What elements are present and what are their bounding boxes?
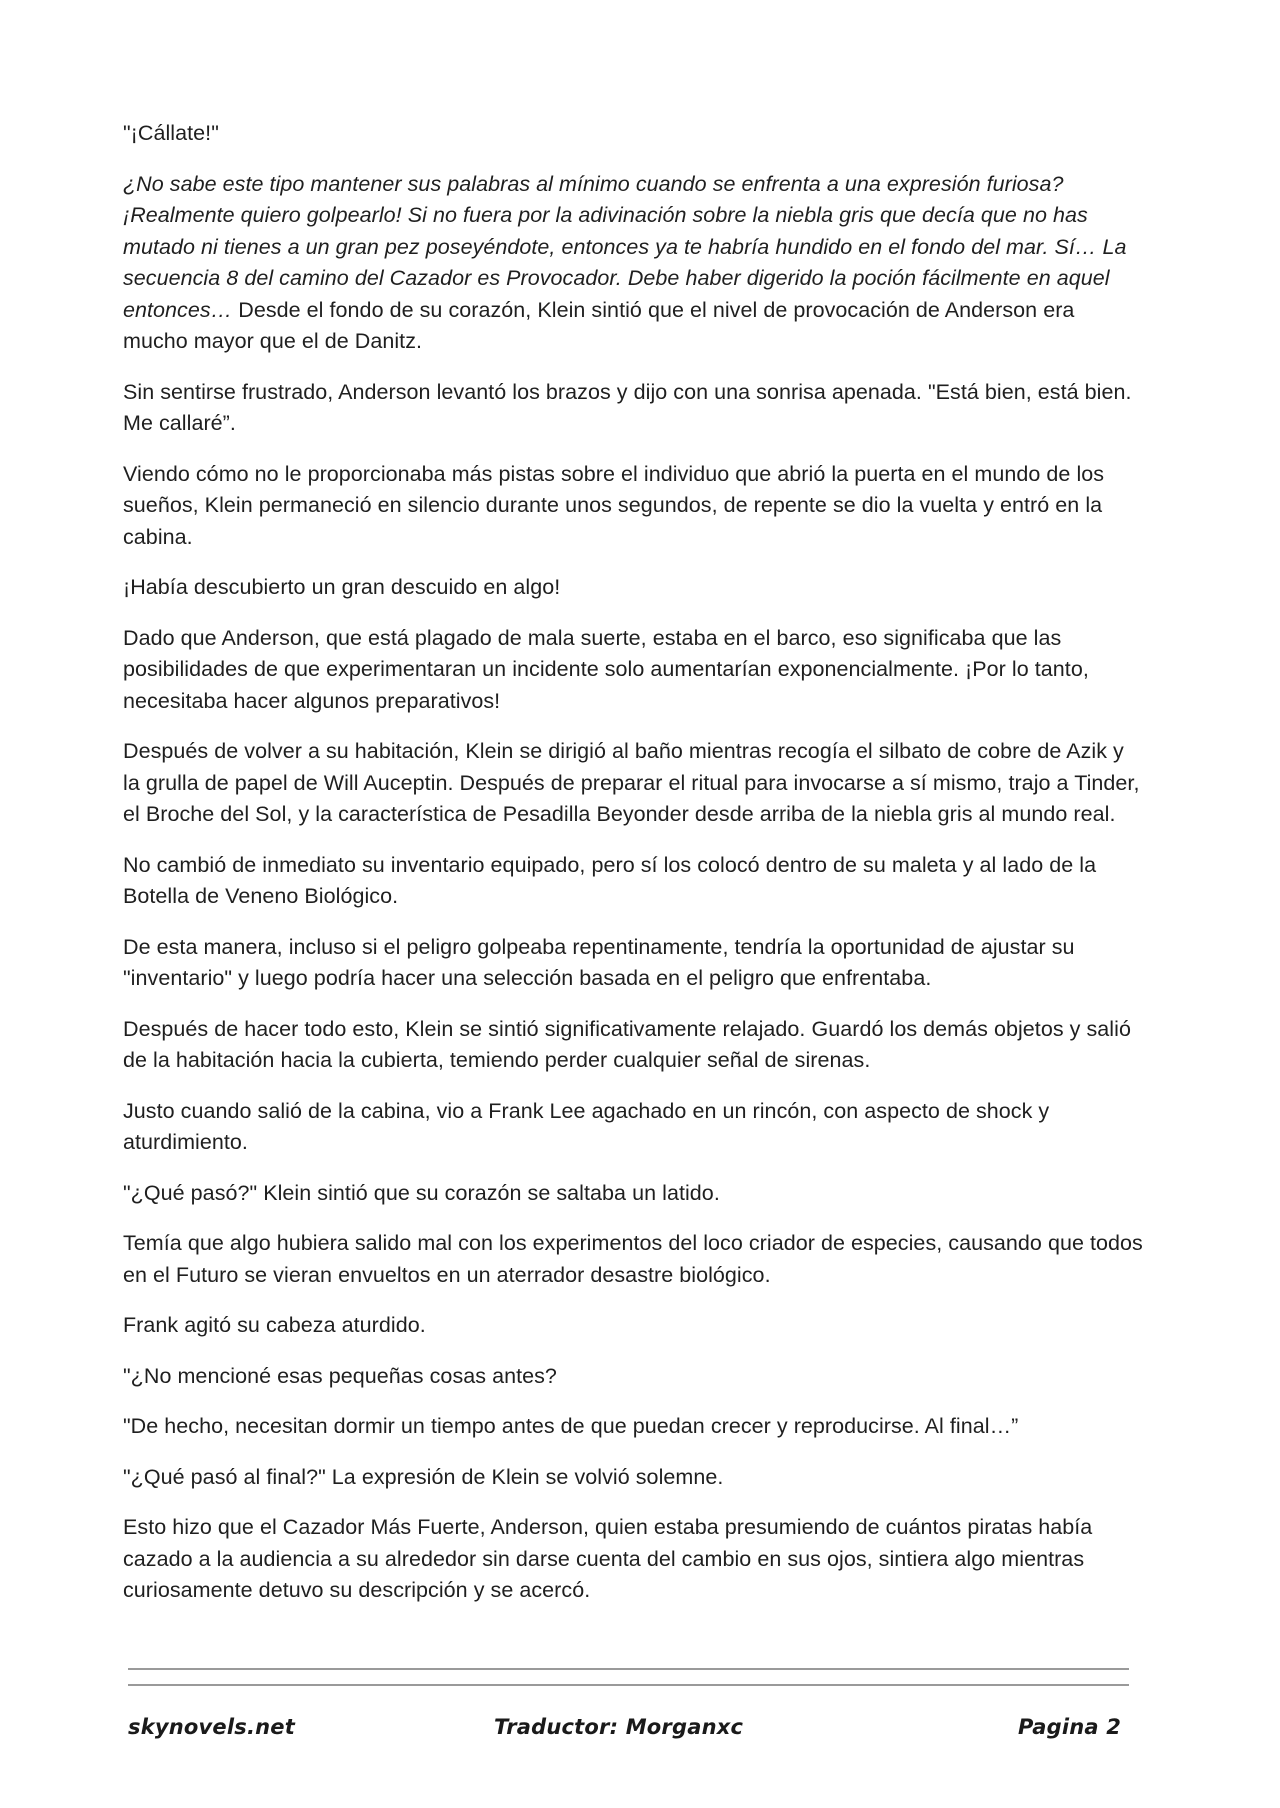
footer-site: skynovels.net: [128, 1715, 295, 1739]
paragraph-8: No cambió de inmediato su inventario equipado, pero sí los colocó dentro de su maleta y al lado de la Botella de Veneno Biológico.: [123, 852, 1097, 908]
paragraph-9: De esta manera, incluso si el peligro golpeaba repentinamente, tendría la oportunidad de ajustar su "inventario" y luego podría hacer una selección basada en el peligro que enfrentaba.: [123, 934, 1075, 990]
italic-thought: ¿No sabe este tipo mantener sus palabras al mínimo cuando se enfrenta a una expresión furiosa? ¡Realmente quiero golpearlo! Si no fuera por la adivinación sobre la niebla gris que decía que no has mutado ni tienes a un gran pez poseyéndote, entonces ya te habría hundido en el fondo del mar. Sí… La secuencia 8 del camino del Cazador es Provocador. Debe haber digerido la poción fácilmente en aquel entonces…: [123, 171, 1127, 322]
paragraph-13: Temía que algo hubiera salido mal con los experimentos del loco criador de especies, causando que todos en el Futuro se vieran envueltos en un aterrador desastre biológico.: [123, 1231, 1143, 1287]
paragraph-18: Esto hizo que el Cazador Más Fuerte, Anderson, quien estaba presumiendo de cuántos piratas había cazado a la audiencia a su alrededor sin darse cuenta del cambio en sus ojos, sintiera algo mientras curiosamente detuvo su descripción y se acercó.: [123, 1515, 1093, 1602]
footer-translator: Traductor: Morganxc: [494, 1715, 744, 1739]
paragraph-17: "¿Qué pasó al final?" La expresión de Klein se volvió solemne.: [123, 1464, 724, 1489]
footer-page-number: Pagina 2: [1018, 1715, 1122, 1739]
paragraph-7: Después de volver a su habitación, Klein se dirigió al baño mientras recogía el silbato de cobre de Azik y la grulla de papel de Will Auceptin. Después de preparar el ritual para invocarse a sí mismo, trajo a Tinder, el Broche del Sol, y la característica de Pesadilla Beyonder desde arriba de la niebla gris al mundo real.: [123, 739, 1140, 826]
paragraph-15: "¿No mencioné esas pequeñas cosas antes?: [123, 1363, 557, 1388]
paragraph-4: Viendo cómo no le proporcionaba más pistas sobre el individuo que abrió la puerta en el mundo de los sueños, Klein permaneció en silencio durante unos segundos, de repente se dio la vuelta y entró en la cabina.: [123, 461, 1105, 549]
paragraph-2: ¿No sabe este tipo mantener sus palabras al mínimo cuando se enfrenta a una expresión furiosa? ¡Realmente quiero golpearlo! Si no fuera por la adivinación sobre la niebla gris que decía que no has mutado ni tienes a un gran pez poseyéndote, entonces ya te habría hundido en el fondo del mar. Sí… La secuencia 8 del camino del Cazador es Provocador. Debe haber digerido la poción fácilmente en aquel entonces… Desde el fondo de su corazón, Klein sintió que el nivel de provocación de Anderson era mucho mayor que el de Danitz.: [123, 171, 1127, 353]
paragraph-6: Dado que Anderson, que está plagado de mala suerte, estaba en el barco, eso significaba que las posibilidades de que experimentaran un incidente solo aumentarían exponencialmente. ¡Por lo tanto, necesitaba hacer algunos preparativos!: [123, 625, 1089, 713]
paragraph-1: "¡Cállate!": [123, 121, 219, 145]
paragraph-11: Justo cuando salió de la cabina, vio a Frank Lee agachado en un rincón, con aspecto de shock y aturdimiento.: [123, 1098, 1050, 1154]
paragraph-10: Después de hacer todo esto, Klein se sintió significativamente relajado. Guardó los demás objetos y salió de la habitación hacia la cubierta, temiendo perder cualquier señal de sirenas.: [123, 1016, 1131, 1072]
paragraph-3: Sin sentirse frustrado, Anderson levantó los brazos y dijo con una sonrisa apenada. "Está bien, está bien. Me callaré”.: [123, 379, 1132, 435]
paragraph-5: ¡Había descubierto un gran descuido en algo!: [123, 575, 561, 599]
paragraph-16: "De hecho, necesitan dormir un tiempo antes de que puedan crecer y reproducirse. Al final…”: [123, 1414, 1019, 1438]
paragraph-12: "¿Qué pasó?" Klein sintió que su corazón se saltaba un latido.: [123, 1180, 720, 1205]
body-text: [123, 118, 1145, 1626]
footer-divider-bottom: [128, 1684, 1129, 1686]
paragraph-14: Frank agitó su cabeza aturdido.: [123, 1313, 426, 1337]
footer-divider-top: [128, 1668, 1129, 1670]
